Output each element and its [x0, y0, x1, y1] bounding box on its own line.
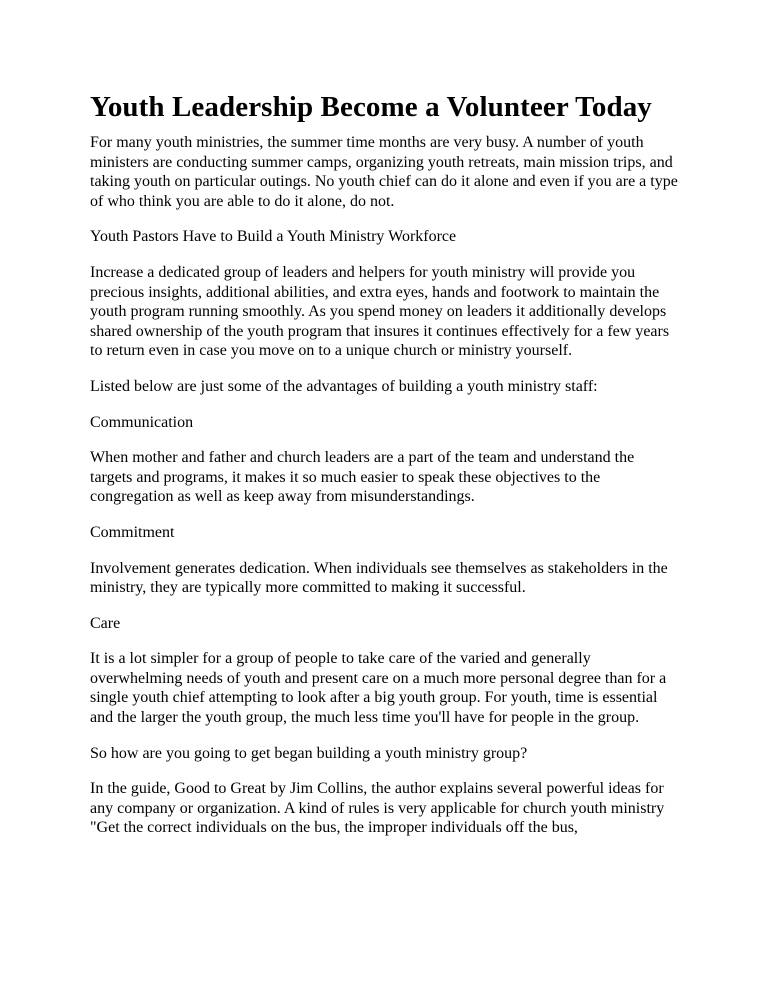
section-heading-commitment: Commitment	[90, 523, 175, 541]
communication-paragraph: When mother and father and church leaders are a part of the team and understand the targets and programs, it makes it so much easier to speak these objectives to the congregation as well as keep away from misunderstandings.	[90, 449, 635, 506]
good-to-great-paragraph: In the guide, Good to Great by Jim Collins, the author explains several powerful ideas for any company or organization. A kind of rules is very applicable for church youth ministry "Get the correct individuals on the bus, the improper individuals off the bus,	[90, 780, 665, 837]
intro-paragraph: For many youth ministries, the summer time months are very busy. A number of youth ministers are conducting summer camps, organizing youth retreats, main mission trips, and taking youth on particular outings. No youth chief can do it alone and even if you are a type of who think you are able to do it alone, do not.	[90, 134, 678, 210]
document-title: Youth Leadership Become a Volunteer Today	[90, 91, 652, 123]
commitment-paragraph: Involvement generates dedication. When individuals see themselves as stakeholders in the ministry, they are typically more committed to making it successful.	[90, 559, 668, 597]
care-paragraph: It is a lot simpler for a group of people to take care of the varied and generally overwhelming needs of youth and present care on a much more personal degree than for a single youth chief attempting to look after a big youth group. For youth, time is essential and the larger the youth group, the much less time you'll have for people in the group.	[90, 650, 667, 727]
getting-started-paragraph: So how are you going to get began building a youth ministry group?	[90, 744, 528, 762]
advantages-intro-paragraph: Listed below are just some of the advantages of building a youth ministry staff:	[90, 377, 598, 395]
section-heading-communication: Communication	[90, 413, 194, 431]
section-heading-youth-pastors: Youth Pastors Have to Build a Youth Ministry Workforce	[90, 228, 457, 246]
document-page	[90, 90, 680, 854]
workforce-paragraph: Increase a dedicated group of leaders and helpers for youth ministry will provide you precious insights, additional abilities, and extra eyes, hands and footwork to maintain the youth program running smoothly. As you spend money on leaders it additionally develops shared ownership of the youth program that insures it continues effectively for a few years to return even in case you move on to a unique church or ministry yourself.	[90, 263, 670, 360]
section-heading-care: Care	[90, 614, 121, 632]
